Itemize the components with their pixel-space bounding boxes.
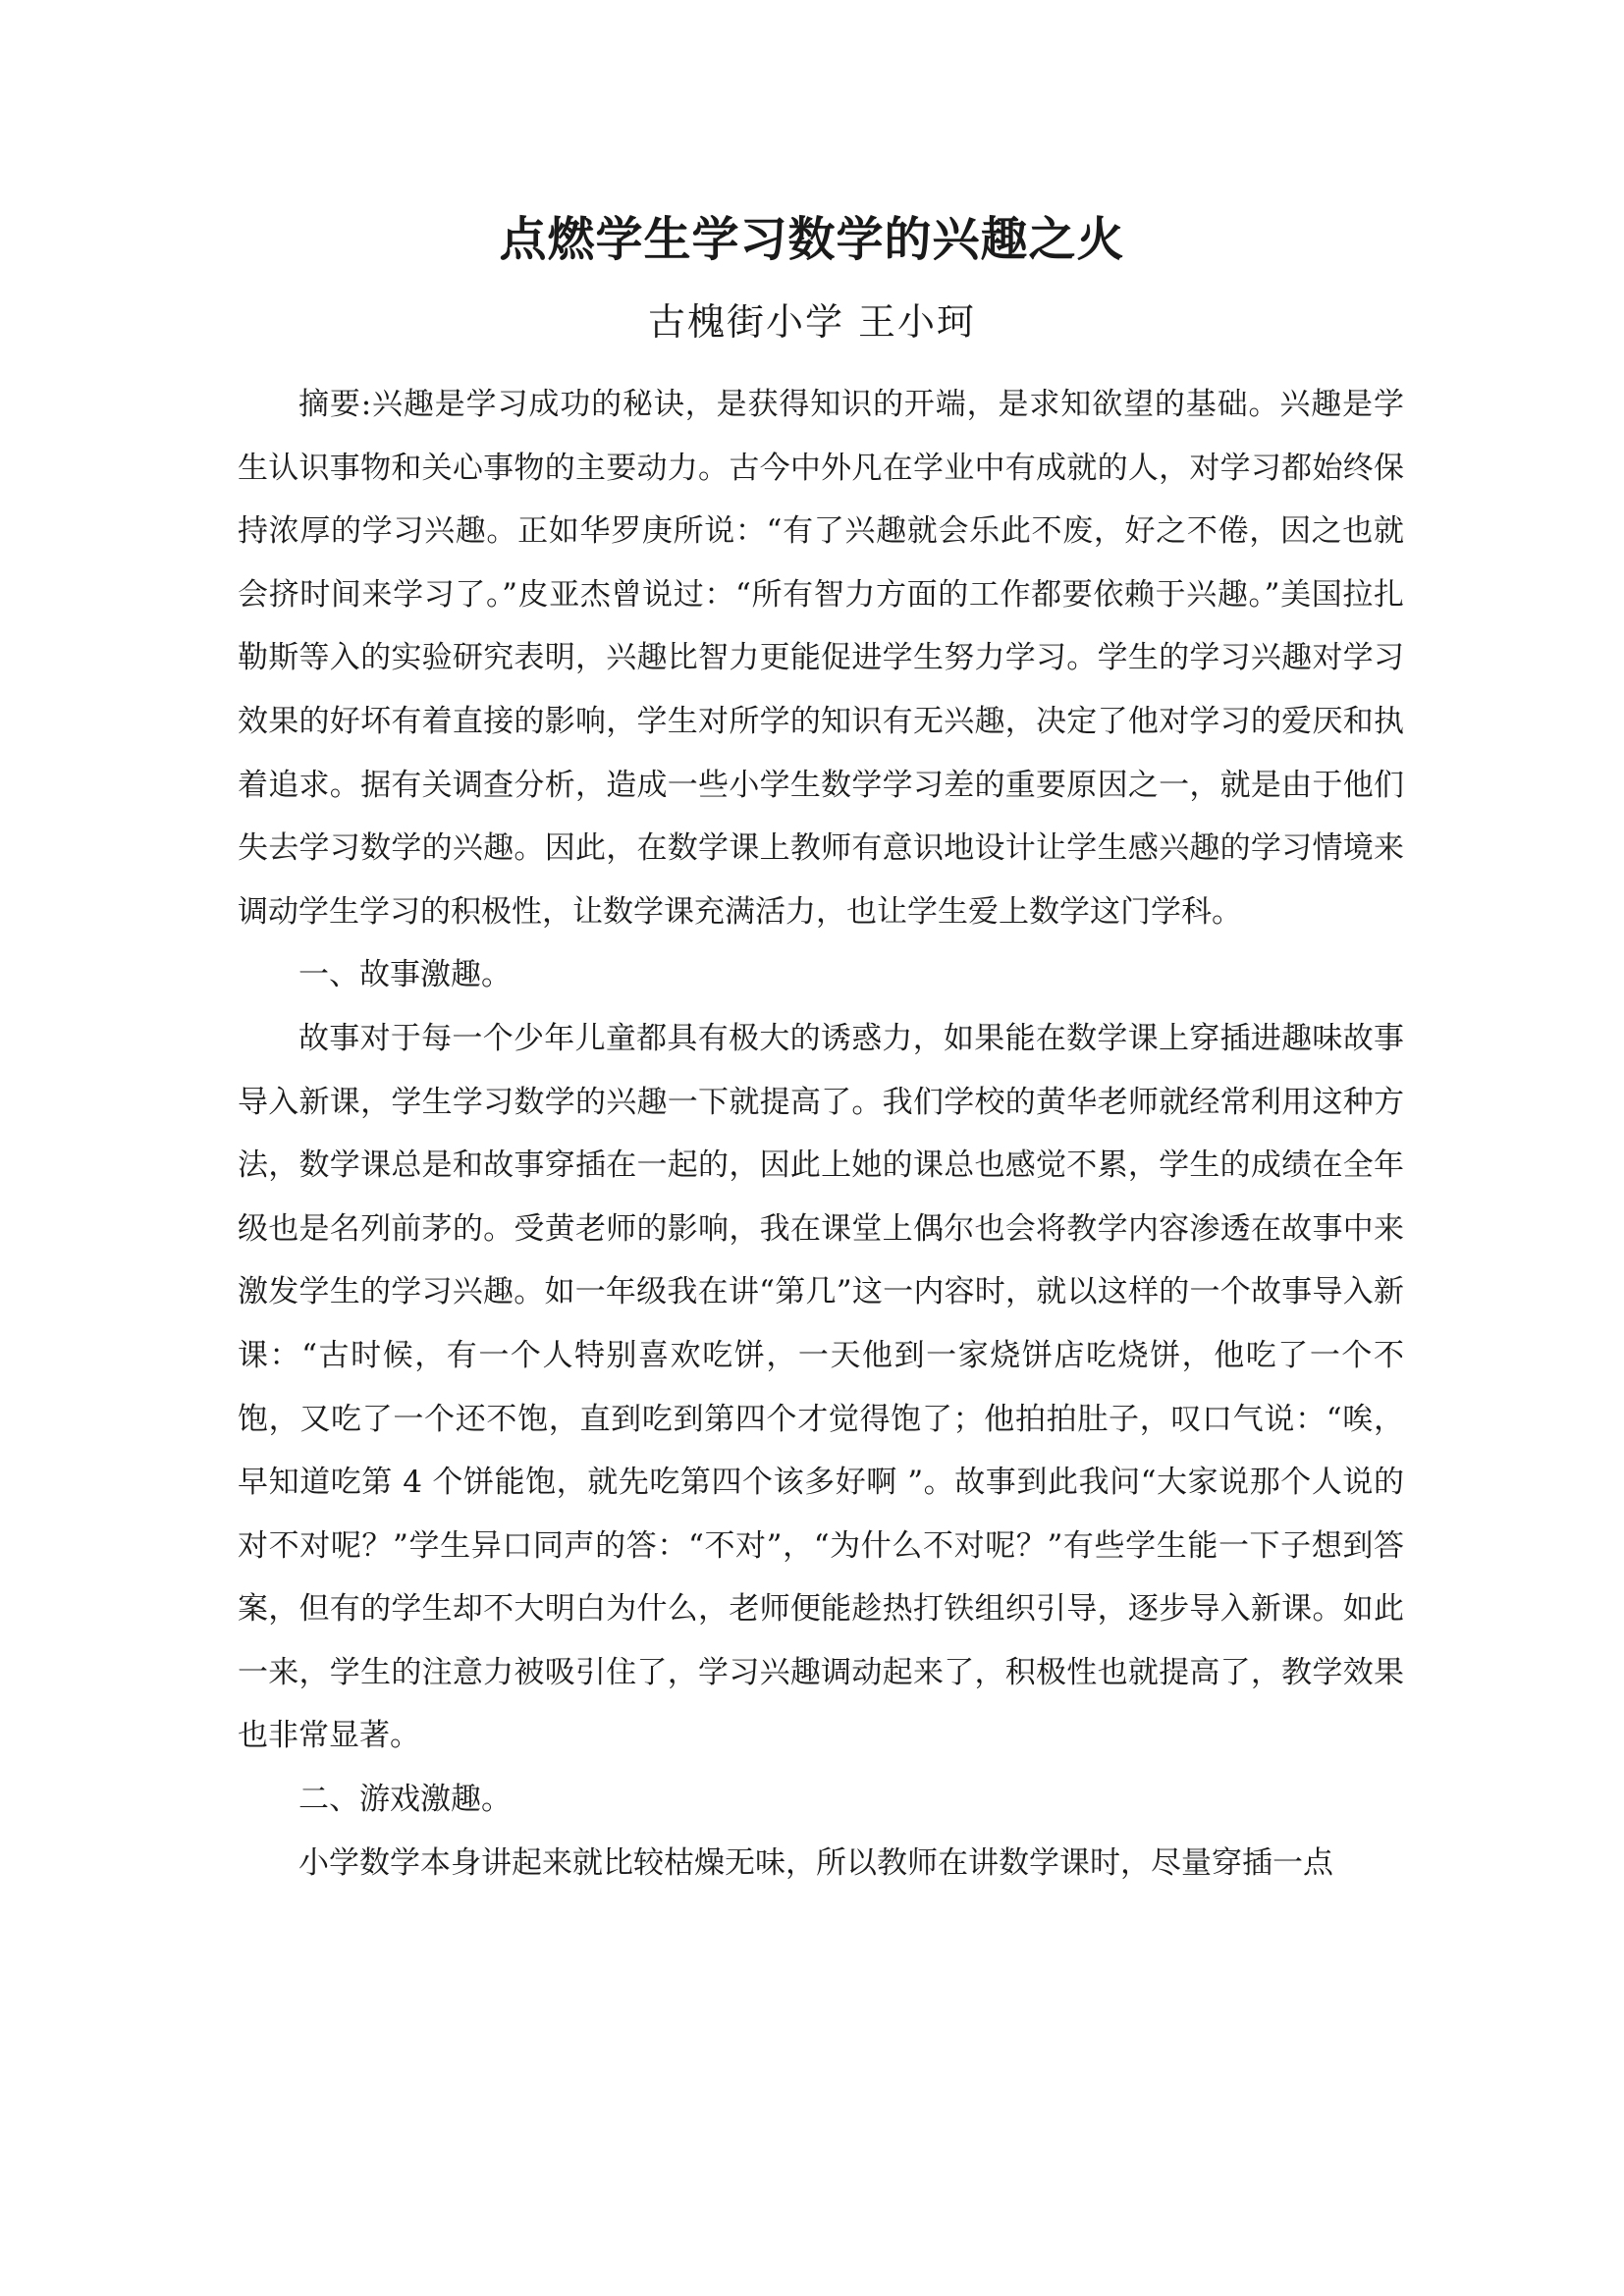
author-line: 古槐街小学 王小珂 [647, 300, 977, 344]
abstract-paragraph: 摘要:兴趣是学习成功的秘诀，是获得知识的开端，是求知欲望的基础。兴趣是学生认识事物和关心事物的主要动力。古今中外凡在学业中有成就的人，对学习都始终保持浓厚的学习兴趣。正如华罗庚所说：“有了兴趣就会乐此不废，好之不倦，因之也就会挤时间来学习了。”皮亚杰曾说过：“所有智力方面的工作都要依赖于兴趣。”美国拉扎勒斯等入的实验研究表明，兴趣比智力更能促进学生努力学习。学生的学习兴趣对学习效果的好坏有着直接的影响，学生对所学的知识有无兴趣，决定了他对学习的爱厌和执着追求。据有关调查分析，造成一些小学生数学学习差的重要原因之一，就是由于他们失去学习数学的兴趣。因此，在数学课上教师有意识地设计让学生感兴趣的学习情境来调动学生学习的积极性，让数学课充满活力，也让学生爱上数学这门学科。 [238, 387, 1404, 930]
document-title: 点燃学生学习数学的兴趣之火 [499, 212, 1125, 267]
section-paragraph-story: 故事对于每一个少年儿童都具有极大的诱惑力，如果能在数学课上穿插进趣味故事导入新课，学生学习数学的兴趣一下就提高了。我们学校的黄华老师就经常利用这种方法，数学课总是和故事穿插在一起的，因此上她的课总也感觉不累，学生的成绩在全年级也是名列前茅的。受黄老师的影响，我在课堂上偶尔也会将教学内容渗透在故事中来激发学生的学习兴趣。如一年级我在讲“第几”这一内容时，就以这样的一个故事导入新课：“古时候，有一个人特别喜欢吃饼，一天他到一家烧饼店吃烧饼，他吃了一个不饱，又吃了一个还不饱，直到吃到第四个才觉得饱了；他拍拍肚子，叹口气说：“唉，早知道吃第 4 个饼能饱，就先吃第四个该多好啊 ”。故事到此我问“大家说那个人说的对不对呢？”学生异口同声的答：“不对”，“为什么不对呢？”有些学生能一下子想到答案，但有的学生却不大明白为什么，老师便能趁热打铁组织引导，逐步导入新课。如此一来，学生的注意力被吸引住了，学习兴趣调动起来了，积极性也就提高了，教学效果也非常显著。 [238, 1020, 1404, 1754]
section-heading-story: 一、故事激趣。 [298, 957, 512, 993]
section-heading-game: 二、游戏激趣。 [298, 1782, 512, 1818]
section-paragraph-game: 小学数学本身讲起来就比较枯燥无味，所以教师在讲数学课时，尽量穿插一点 [298, 1844, 1333, 1881]
document-body [238, 373, 1404, 1895]
